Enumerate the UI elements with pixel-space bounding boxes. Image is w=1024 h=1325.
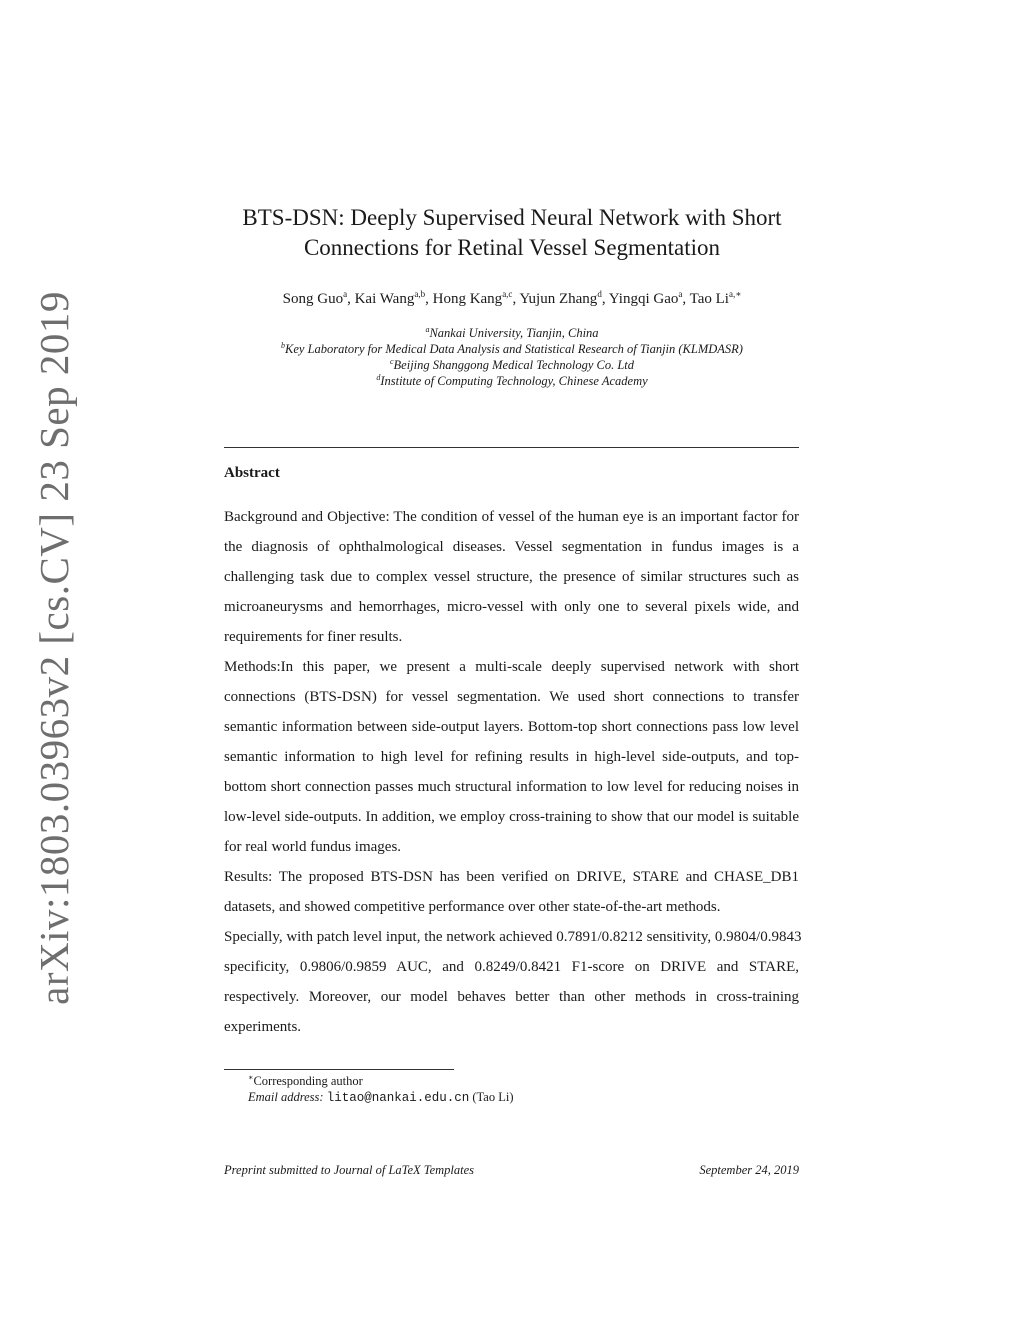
footnotes: [248, 1073, 513, 1106]
email-note: Email address: litao@nankai.edu.cn (Tao Li): [248, 1090, 514, 1105]
abstract-results-overflow-line: Specially, with patch level input, the network achieved 0.7891/0.8212 sensitivity, 0.9804/0.9843: [224, 929, 802, 945]
paper-title: [150, 203, 874, 263]
author: Song Guo$^a$,: [282, 289, 355, 307]
abstract-results-part2: specificity, 0.9806/0.9859 AUC, and 0.8249/0.8421 F1-score on DRIVE and STARE, respectively. Moreover, our model behaves better than other methods in cross-training experiments.: [224, 959, 799, 1035]
affiliation: $^a$Nankai University, Tianjin, China: [425, 324, 599, 340]
footnote-divider: [224, 1069, 454, 1070]
affiliation: $^d$Institute of Computing Technology, Chinese Academy: [376, 372, 648, 388]
preprint-note: Preprint submitted to Journal of LaTeX Templates: [224, 1163, 475, 1177]
author: Tao $Li^{a,∗}$: [689, 289, 742, 307]
abstract-body: [224, 502, 802, 1042]
abstract-results-part1: Results: The proposed BTS-DSN has been verified on DRIVE, STARE and CHASE_DB1 datasets, and showed competitive performance over other state-of-the-art methods.: [224, 869, 799, 915]
abstract-background: Background and Objective: The condition of vessel of the human eye is an important factor for the diagnosis of ophthalmological diseases. Vessel segmentation in fundus images is a challenging task due to complex vessel structure, the presence of similar structures such as microaneurysms and hemorrhages, micro-vessel with only one to several pixels wide, and requirements for finer results.: [224, 509, 799, 645]
affiliation: $^c$Beijing Shanggong Medical Technology Co. Ltd: [389, 356, 635, 372]
abstract-heading: Abstract: [224, 465, 280, 481]
corresponding-author-note: ∗Corresponding author: [248, 1072, 363, 1088]
affiliation: $^b$Key Laboratory for Medical Data Analysis and Statistical Research of Tianjin (KLMDASR): [281, 340, 743, 356]
title-line-1: BTS-DSN: Deeply Supervised Neural Network with Short: [242, 205, 782, 230]
header-divider: [224, 447, 799, 448]
title-line-2: Connections for Retinal Vessel Segmentation: [303, 235, 721, 260]
author: Yujun Zhang$^d$,: [519, 289, 609, 307]
abstract-methods: Methods:In this paper, we present a multi-scale deeply supervised network with short connections (BTS-DSN) for vessel segmentation. We used short connections to transfer semantic information between side-output layers. Bottom-top short connections pass low level semantic information to high level for refining results in high-level side-outputs, and top-bottom short connection passes much structural information to low level for reducing noises in low-level side-outputs. In addition, we employ cross-training to show that our model is suitable for real world fundus images.: [224, 659, 799, 855]
author: Kai Wang$^{a,b}$,: [354, 289, 433, 307]
preprint-date: September 24, 2019: [699, 1163, 799, 1177]
page-footer: [224, 1163, 799, 1178]
abstract-results: [224, 862, 802, 1042]
email-link[interactable]: litao@nankai.edu.cn: [326, 1091, 470, 1105]
author-list: [150, 289, 874, 309]
author: Yingqi Gao$^a$,: [608, 289, 690, 307]
author: Hong Kang$^{a,c}$,: [432, 289, 520, 307]
arxiv-sidebar-stamp: arXiv:1803.03963v2 [cs.CV] 23 Sep 2019: [31, 291, 77, 1005]
affiliation-list: [150, 325, 874, 389]
